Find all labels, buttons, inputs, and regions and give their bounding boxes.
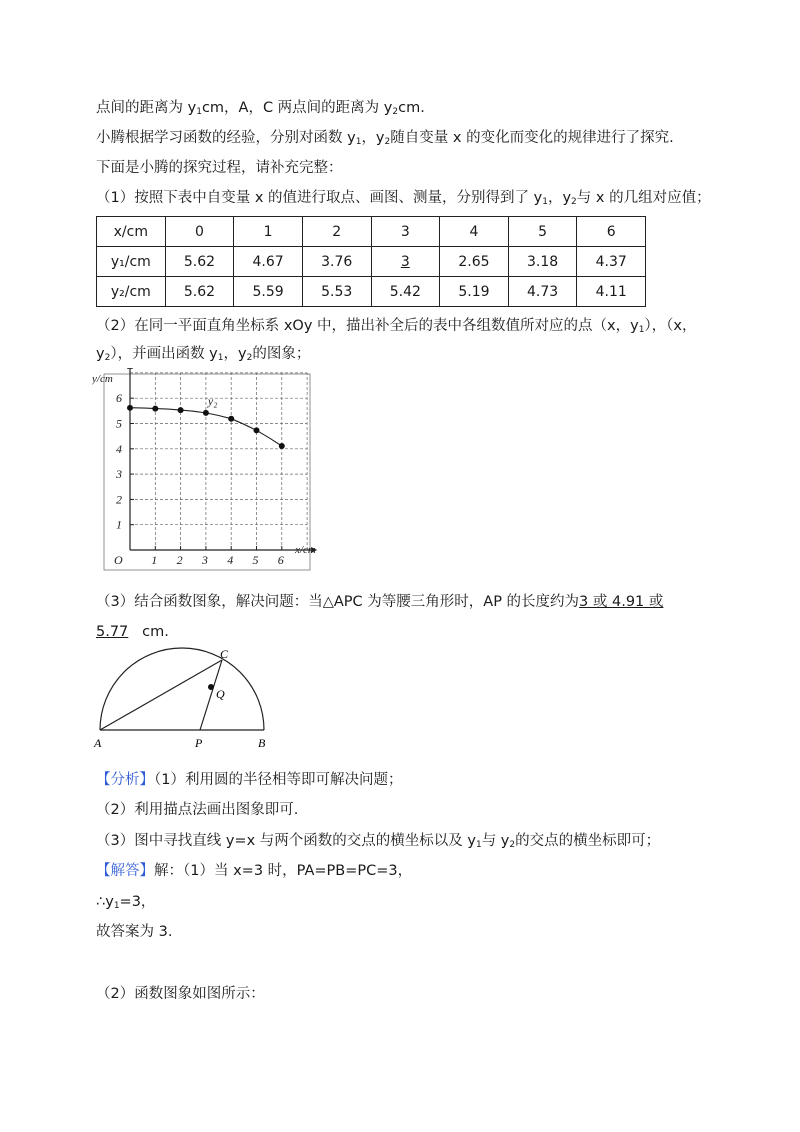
x-axis-label: x/cm bbox=[295, 544, 316, 556]
solution-line-2: $\therefore y_1=3$， bbox=[96, 894, 156, 911]
table-cell: 3.76 bbox=[302, 247, 371, 277]
solution-line-3: 故答案为 3. bbox=[96, 924, 173, 940]
analysis-line-2: （2）利用描点法画出图象即可. bbox=[96, 802, 299, 818]
y-tick-label: 3 bbox=[116, 467, 122, 482]
origin-label: O bbox=[114, 553, 123, 567]
intro-line-1: 点间的距离为 $y_1cm$，A，C 两点间的距离为 $y_2cm$. bbox=[96, 100, 425, 117]
table-cell: 5 bbox=[508, 217, 577, 247]
y-tick-label: 2 bbox=[116, 492, 122, 507]
semicircle-arc bbox=[100, 648, 264, 730]
table-cell: 4 bbox=[440, 217, 509, 247]
table-cell: 4.67 bbox=[234, 247, 303, 277]
table-cell: 3 bbox=[371, 217, 440, 247]
table-cell: 5.53 bbox=[302, 277, 371, 307]
function-graph bbox=[92, 368, 322, 574]
data-point-y2 bbox=[178, 407, 184, 413]
table-cell: 5.62 bbox=[165, 277, 234, 307]
table-cell: 4.11 bbox=[577, 277, 646, 307]
label-q: Q bbox=[216, 687, 225, 701]
filled-answer: 3 bbox=[400, 253, 410, 270]
label-a: A bbox=[94, 736, 102, 750]
row-label-y1: y₁/cm bbox=[97, 247, 166, 277]
row-label-y2: y₂/cm bbox=[97, 277, 166, 307]
semicircle-figure bbox=[92, 646, 272, 756]
table-cell-answer bbox=[371, 247, 440, 277]
y-tick-label: 4 bbox=[116, 441, 122, 456]
x-tick-label: 4 bbox=[227, 553, 234, 567]
table-cell: 5.19 bbox=[440, 277, 509, 307]
table-cell: 5.42 bbox=[371, 277, 440, 307]
part3-line-2: 5.77 cm. bbox=[96, 624, 169, 640]
analysis-tag: 【分析】 bbox=[96, 772, 154, 788]
table-row bbox=[97, 277, 646, 307]
x-tick-label: 6 bbox=[277, 553, 284, 567]
answer-part-a: 3 或 4.91 或 bbox=[579, 594, 664, 610]
table-header-row bbox=[97, 217, 646, 247]
x-tick-label: 5 bbox=[252, 553, 259, 567]
y-tick-label: 1 bbox=[116, 517, 122, 532]
data-point-y2 bbox=[152, 406, 158, 412]
y-tick-label: 5 bbox=[116, 416, 122, 431]
table-cell: 0 bbox=[165, 217, 234, 247]
table-cell: 2 bbox=[302, 217, 371, 247]
part2-line-2: $y_2$），并画出函数 $y_1$，$y_2$的图象； bbox=[96, 346, 311, 363]
table-cell: x/cm bbox=[97, 217, 166, 247]
table-row bbox=[97, 247, 646, 277]
y-axis-label: y/cm bbox=[92, 373, 113, 385]
x-tick-label: 3 bbox=[201, 553, 208, 567]
table-cell: 6 bbox=[577, 217, 646, 247]
x-tick-label: 2 bbox=[176, 553, 183, 567]
table-cell: 4.73 bbox=[508, 277, 577, 307]
solution-tag: 【解答】 bbox=[96, 863, 154, 879]
series-label-y2: y₂ bbox=[207, 393, 218, 408]
data-point-y2 bbox=[127, 405, 133, 411]
analysis-line-3: （3）图中寻找直线 y=x 与两个函数的交点的横坐标以及 $y_1$与 $y_2$的交点的横坐标即可； bbox=[96, 833, 661, 850]
intro-line-2: 小腾根据学习函数的经验，分别对函数 $y_1$，$y_2$随自变量 x 的变化而变化的规律进行了探究. bbox=[96, 130, 674, 147]
part2-line-1: （2）在同一平面直角坐标系 xOy 中，描出补全后的表中各组数值所对应的点（x，$y_1$），（x， bbox=[96, 318, 697, 335]
label-c: C bbox=[220, 647, 229, 661]
y-tick-label: 6 bbox=[116, 391, 122, 406]
y-axis-arrow bbox=[127, 368, 133, 369]
intro-line-3: 下面是小腾的探究过程，请补充完整： bbox=[96, 160, 343, 176]
x-tick-label: 1 bbox=[151, 553, 158, 567]
solution-line-1: 【解答】解：（1）当 x=3 时，PA=PB=PC=3， bbox=[96, 863, 413, 879]
table-cell: 5.62 bbox=[165, 247, 234, 277]
table-cell: 3.18 bbox=[508, 247, 577, 277]
part3-line-1: （3）结合函数图象，解决问题：当△APC 为等腰三角形时，AP 的长度约为3 或 4.91 或 bbox=[96, 594, 664, 610]
label-p: P bbox=[195, 736, 203, 750]
label-b: B bbox=[258, 736, 266, 750]
table-cell: 4.37 bbox=[577, 247, 646, 277]
intro-line-4: （1）按照下表中自变量 x 的值进行取点、画图、测量，分别得到了 $y_1$，$y_2$与 x 的几组对应值； bbox=[96, 190, 711, 207]
data-point-y2 bbox=[203, 410, 209, 416]
analysis-line-1: 【分析】（1）利用圆的半径相等即可解决问题； bbox=[96, 772, 403, 788]
data-point-y2 bbox=[228, 416, 234, 422]
value-table bbox=[96, 216, 646, 307]
table-cell: 1 bbox=[234, 217, 303, 247]
solution-line-4: （2）函数图象如图所示： bbox=[96, 986, 265, 1002]
answer-part-b: 5.77 bbox=[96, 624, 129, 640]
point-q bbox=[208, 684, 214, 690]
table-cell: 2.65 bbox=[440, 247, 509, 277]
data-point-y2 bbox=[279, 443, 285, 449]
table-cell: 5.59 bbox=[234, 277, 303, 307]
data-point-y2 bbox=[254, 427, 260, 433]
